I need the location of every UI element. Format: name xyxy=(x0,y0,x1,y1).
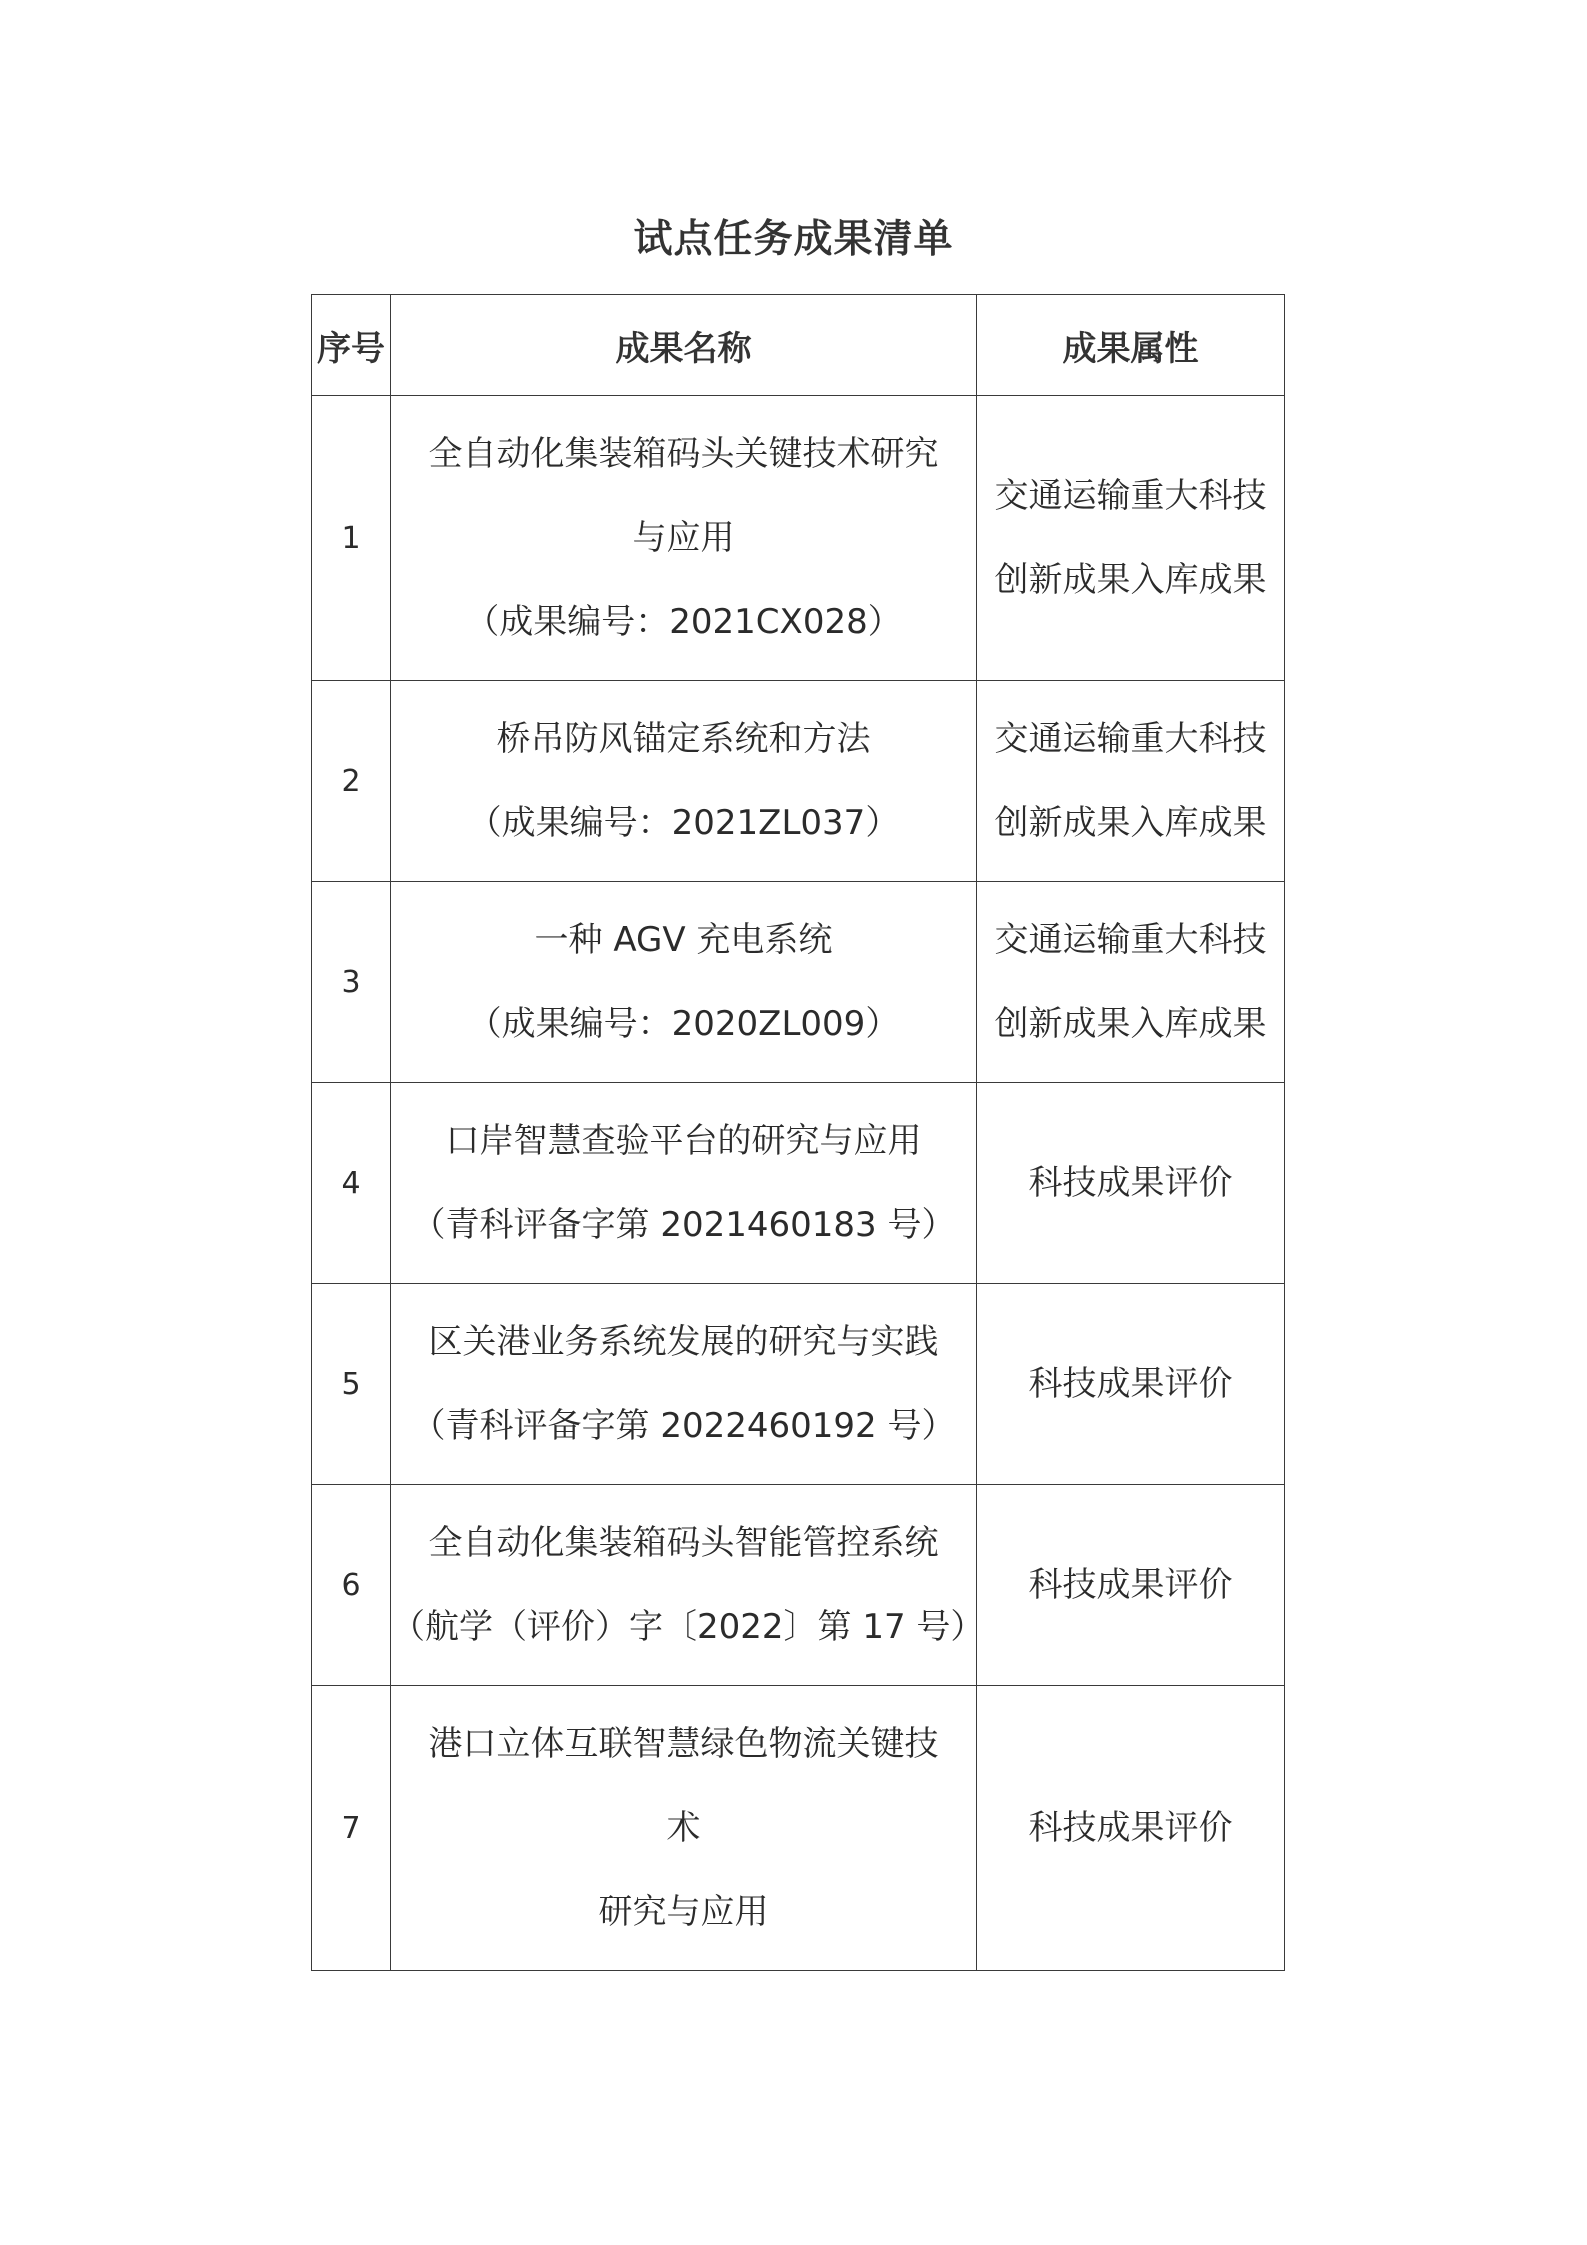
row-name xyxy=(391,1083,977,1284)
row-name xyxy=(391,1686,977,1971)
table-header-row xyxy=(312,295,1285,396)
row-attribute xyxy=(977,681,1285,882)
row-attribute xyxy=(977,1485,1285,1686)
table-row xyxy=(312,1686,1285,1971)
row-attribute-line: 创新成果入库成果 xyxy=(994,560,1267,600)
row-name-line: （成果编号：2020ZL009） xyxy=(467,1004,900,1044)
row-name xyxy=(391,396,977,681)
row-name-line: 区关港业务系统发展的研究与实践 xyxy=(428,1322,939,1362)
row-attribute-line: 交通运输重大科技 xyxy=(994,920,1267,960)
row-index: 6 xyxy=(312,1485,391,1686)
row-name-line: 港口立体互联智慧绿色物流关键技 xyxy=(428,1724,939,1764)
row-name-line: 与应用 xyxy=(632,518,735,558)
row-name-line: 桥吊防风锚定系统和方法 xyxy=(496,719,871,759)
row-name-line: 研究与应用 xyxy=(598,1892,769,1932)
table-row xyxy=(312,882,1285,1083)
row-attribute-line: 科技成果评价 xyxy=(1028,1163,1233,1203)
row-name xyxy=(391,882,977,1083)
row-index: 1 xyxy=(312,396,391,681)
results-table xyxy=(311,294,1285,1971)
row-index: 3 xyxy=(312,882,391,1083)
table-row xyxy=(312,1083,1285,1284)
row-attribute-line: 交通运输重大科技 xyxy=(994,476,1267,516)
row-attribute-line: 交通运输重大科技 xyxy=(994,719,1267,759)
row-index: 7 xyxy=(312,1686,391,1971)
row-name-line: （青科评备字第 2022460192 号） xyxy=(411,1406,956,1446)
row-name xyxy=(391,681,977,882)
row-attribute xyxy=(977,1284,1285,1485)
row-attribute-line: 创新成果入库成果 xyxy=(994,803,1267,843)
row-attribute xyxy=(977,396,1285,681)
header-attribute: 成果属性 xyxy=(977,295,1285,396)
page-title: 试点任务成果清单 xyxy=(633,217,954,262)
row-attribute xyxy=(977,1083,1285,1284)
row-name-line: 口岸智慧查验平台的研究与应用 xyxy=(445,1121,922,1161)
table-row xyxy=(312,396,1285,681)
row-name-line: （成果编号：2021ZL037） xyxy=(467,803,900,843)
row-name-line: 全自动化集装箱码头关键技术研究 xyxy=(428,434,939,474)
row-name-line: 全自动化集装箱码头智能管控系统 xyxy=(428,1523,939,1563)
header-name: 成果名称 xyxy=(391,295,977,396)
row-attribute-line: 科技成果评价 xyxy=(1028,1364,1233,1404)
row-name-line: 术 xyxy=(666,1808,701,1848)
row-attribute xyxy=(977,882,1285,1083)
row-name-line: （成果编号：2021CX028） xyxy=(465,602,902,642)
row-name xyxy=(391,1485,985,1686)
row-attribute-line: 科技成果评价 xyxy=(1028,1808,1233,1848)
row-index: 2 xyxy=(312,681,391,882)
row-name-line: （青科评备字第 2021460183 号） xyxy=(411,1205,956,1245)
header-index: 序号 xyxy=(312,295,391,396)
row-attribute-line: 创新成果入库成果 xyxy=(994,1004,1267,1044)
row-index: 4 xyxy=(312,1083,391,1284)
row-attribute-line: 科技成果评价 xyxy=(1028,1565,1233,1605)
table-row xyxy=(312,1284,1285,1485)
row-name xyxy=(391,1284,977,1485)
table-row xyxy=(312,681,1285,882)
row-name-line: （航学（评价）字〔2022〕第 17 号） xyxy=(391,1607,985,1647)
row-attribute xyxy=(977,1686,1285,1971)
table-row xyxy=(312,1485,1285,1686)
row-name-line: 一种 AGV 充电系统 xyxy=(534,920,833,960)
row-index: 5 xyxy=(312,1284,391,1485)
